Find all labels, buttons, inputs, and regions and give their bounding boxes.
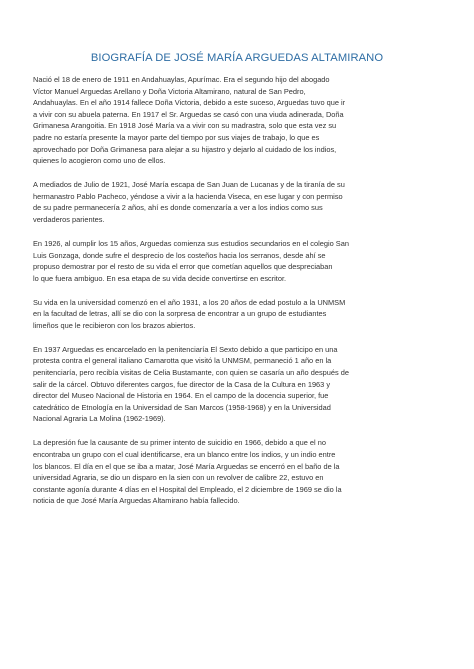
text-line: penitenciaría, pero recibía visitas de Celia Bustamante, con quien se casaría un año después de: [33, 368, 349, 378]
text-line: A mediados de Julio de 1921, José María escapa de San Juan de Lucanas y de la tiranía de su: [33, 180, 345, 190]
text-line: constante agonía durante 4 días en el Hospital del Empleado, el 2 diciembre de 1969 se dio la: [33, 484, 342, 494]
text-line: La depresión fue la causante de su primer intento de suicidio en 1966, debido a que el no: [33, 438, 326, 448]
text-line: protesta contra el general italiano Camarotta que visitó la UNMSM, permaneció 1 año en la: [33, 356, 332, 366]
paragraph: [33, 437, 439, 507]
text-line: encontraba un grupo con el cual identificarse, era un blanco entre los indios, y un indio entre: [33, 449, 336, 459]
paragraph: [33, 297, 439, 332]
text-line: Nació el 18 de enero de 1911 en Andahuaylas, Apurímac. Era el segundo hijo del abogado: [33, 75, 330, 84]
text-line: Andahuaylas. En el año 1914 fallece Doña Victoria, debido a este suceso, Arguedas tuvo que ir: [33, 98, 346, 108]
text-line: Grimanesa Arangoitia. En 1918 José María va a vivir con su madrastra, solo que esta vez su: [33, 121, 337, 131]
text-line: Víctor Manuel Arguedas Arellano y Doña Victoria Altamirano, natural de San Pedro,: [33, 86, 306, 96]
text-line: verdaderos parientes.: [33, 214, 105, 224]
text-line: limeños que le recibieron con los brazos abiertos.: [33, 320, 196, 330]
paragraph: [33, 238, 439, 284]
text-line: Nacional Agraria La Molina (1962-1969).: [33, 414, 166, 424]
document-title: BIOGRAFÍA DE JOSÉ MARÍA ARGUEDAS ALTAMIRANO: [90, 52, 384, 64]
text-line: lo que fuera ambiguo. En esa etapa de su vida decide convertirse en escritor.: [33, 273, 287, 283]
text-line: hermanastro Pablo Pacheco, yéndose a vivir a la hacienda Viseca, en ese lugar y con permiso: [33, 191, 343, 201]
text-line: director del Museo Nacional de Historia en 1964. En el campo de la docencia superior, fue: [33, 391, 329, 401]
text-line: en la facultad de letras, allí se dio con la sorpresa de encontrar a un grupo de estudiantes: [33, 309, 327, 319]
text-line: noticia de que José María Arguedas Altamirano había fallecido.: [33, 496, 240, 506]
paragraph: [33, 74, 439, 167]
text-line: quienes lo acogieron como uno de ellos.: [33, 156, 166, 166]
text-line: catedrático de Etnología en la Universidad de San Marcos (1958-1968) y en la Universidad: [33, 402, 331, 412]
text-line: padre no estaría presente la mayor parte del tiempo por sus viajes de trabajo, lo que es: [33, 132, 320, 142]
text-line: En 1937 Arguedas es encarcelado en la penitenciaría El Sexto debido a que participo en una: [33, 344, 338, 354]
text-line: Su vida en la universidad comenzó en el año 1931, a los 20 años de edad postulo a la UNMSM: [33, 297, 346, 307]
text-line: universidad Agraria, se dio un disparo en la sien con un revolver de calibre 22, estuvo en: [33, 473, 324, 483]
text-line: los blancos. El día en el que se iba a matar, José María Arguedas se encerró en el baño de la: [33, 461, 340, 471]
text-line: salir de la cárcel. Obtuvo diferentes cargos, fue director de la Casa de la Cultura en 1963 y: [33, 379, 331, 389]
paragraph: [33, 179, 439, 225]
text-line: Luis Gonzaga, donde sufre el desprecio de los costeños hacia los serranos, desde ahí se: [33, 250, 326, 260]
text-line: En 1926, al cumplir los 15 años, Arguedas comienza sus estudios secundarios en el colegio San: [33, 238, 349, 248]
text-line: aprovechado por Doña Grimanesa para alejar a su hijastro y dejarlo al cuidado de los indios,: [33, 144, 337, 154]
text-line: de su padre permanecería 2 años, ahí es donde comenzaría a ver a los indios como sus: [33, 203, 323, 213]
text-line: propuso demostrar por el resto de su vida el error que cometían aquellos que despreciaban: [33, 262, 333, 272]
document-body: [33, 74, 439, 519]
text-line: a vivir con su abuela paterna. En 1917 el Sr. Arguedas se casó con una viuda adinerada, Doña: [33, 109, 344, 119]
paragraph: [33, 344, 439, 425]
